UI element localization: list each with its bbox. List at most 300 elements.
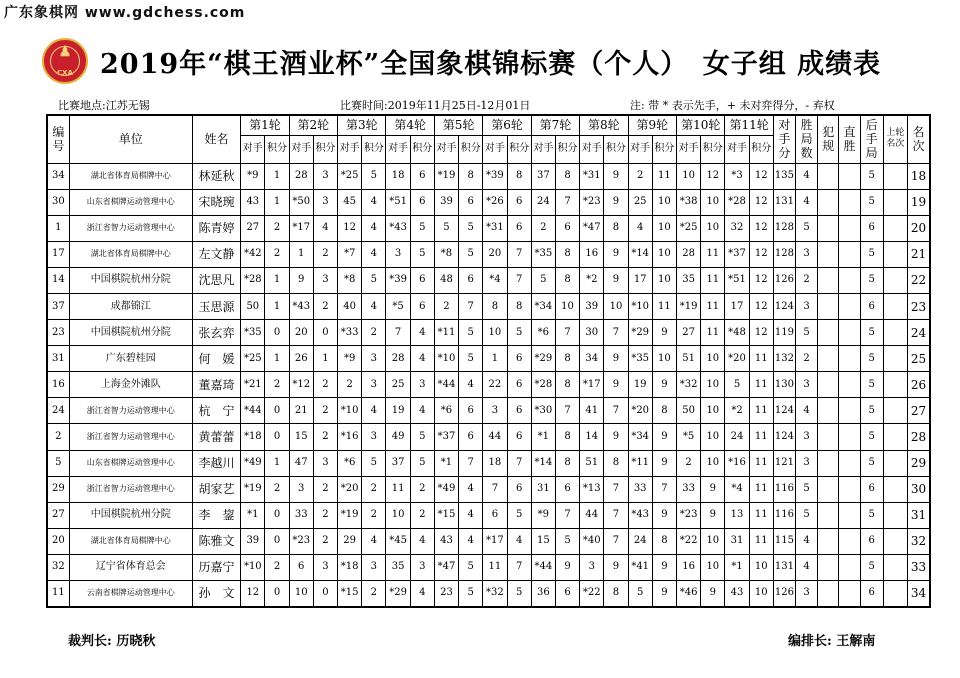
round-opponent: *35	[628, 346, 652, 372]
round-opponent: *14	[531, 450, 555, 476]
time-text: 比赛时间:2019年11月25日-12月01日	[340, 99, 531, 112]
round-opponent: 50	[677, 398, 701, 424]
round-opponent: *37	[725, 241, 749, 267]
foul-count	[818, 267, 839, 293]
black-games: 6	[860, 215, 883, 241]
header-opponent: 对手	[241, 135, 265, 163]
foul-count	[818, 528, 839, 554]
black-games: 5	[860, 267, 883, 293]
header-round-6: 第6轮	[483, 115, 531, 135]
round-points: 5	[507, 581, 531, 607]
prev-rank	[883, 581, 907, 607]
player-name: 董嘉琦	[192, 372, 240, 398]
round-opponent: 17	[725, 293, 749, 319]
round-points: 5	[507, 320, 531, 346]
round-points: 1	[265, 189, 289, 215]
results-table	[46, 114, 931, 608]
round-points: 12	[749, 215, 773, 241]
round-opponent: *10	[628, 293, 652, 319]
round-opponent: *19	[434, 163, 458, 189]
direct-win	[839, 293, 860, 319]
round-points: 7	[507, 267, 531, 293]
player-team: 中国棋院杭州分院	[69, 320, 192, 346]
round-points: 9	[652, 450, 676, 476]
round-points: 4	[410, 320, 434, 346]
round-opponent: 3	[386, 241, 410, 267]
round-opponent: 28	[289, 163, 313, 189]
header-no: 编号	[47, 115, 69, 163]
round-points: 2	[265, 372, 289, 398]
round-opponent: *39	[483, 163, 507, 189]
player-team: 成都锦江	[69, 293, 192, 319]
round-points: 10	[749, 554, 773, 580]
round-opponent: 31	[531, 476, 555, 502]
round-opponent: *22	[677, 528, 701, 554]
player-team: 浙江省智力运动管理中心	[69, 476, 192, 502]
direct-win	[839, 502, 860, 528]
round-opponent: 2	[677, 450, 701, 476]
round-points: 11	[749, 476, 773, 502]
header-points: 积分	[701, 135, 725, 163]
round-opponent: 43	[434, 528, 458, 554]
round-opponent: *18	[338, 554, 362, 580]
round-points: 12	[749, 320, 773, 346]
round-points: 0	[265, 320, 289, 346]
round-opponent: 11	[386, 476, 410, 502]
player-team: 浙江省智力运动管理中心	[69, 398, 192, 424]
direct-win	[839, 215, 860, 241]
round-opponent: *1	[531, 424, 555, 450]
round-points: 9	[604, 346, 628, 372]
round-points: 11	[701, 320, 725, 346]
player-team: 上海金外滩队	[69, 372, 192, 398]
round-opponent: *31	[580, 163, 604, 189]
round-points: 4	[410, 346, 434, 372]
round-points: 7	[604, 528, 628, 554]
player-number: 11	[47, 581, 69, 607]
round-points: 3	[313, 189, 337, 215]
round-points: 11	[701, 267, 725, 293]
player-name: 宋晓琬	[192, 189, 240, 215]
round-opponent: 22	[483, 372, 507, 398]
opponent-points: 131	[773, 189, 795, 215]
round-opponent: *35	[241, 320, 265, 346]
round-opponent: *29	[531, 346, 555, 372]
black-games: 5	[860, 320, 883, 346]
round-opponent: 24	[628, 528, 652, 554]
site-watermark: 广东象棋网 www.gdchess.com	[4, 5, 246, 21]
round-opponent: *40	[580, 528, 604, 554]
player-team: 湖北省体育局棋牌中心	[69, 241, 192, 267]
opponent-points: 121	[773, 450, 795, 476]
final-rank: 31	[907, 502, 930, 528]
round-opponent: *43	[386, 215, 410, 241]
header-opponent-points: 对手分	[773, 115, 795, 163]
round-opponent: *48	[725, 320, 749, 346]
round-opponent: *6	[434, 398, 458, 424]
round-points: 8	[507, 293, 531, 319]
round-points: 10	[652, 215, 676, 241]
header-round-9: 第9轮	[628, 115, 676, 135]
round-opponent: *17	[580, 372, 604, 398]
prev-rank	[883, 346, 907, 372]
round-points: 8	[604, 450, 628, 476]
round-points: 11	[749, 372, 773, 398]
header-opponent: 对手	[434, 135, 458, 163]
header-points: 积分	[459, 135, 483, 163]
round-points: 10	[701, 346, 725, 372]
round-opponent: *10	[241, 554, 265, 580]
final-rank: 33	[907, 554, 930, 580]
round-points: 11	[749, 502, 773, 528]
round-opponent: 12	[338, 215, 362, 241]
opponent-points: 116	[773, 502, 795, 528]
round-opponent: 3	[289, 476, 313, 502]
final-rank: 20	[907, 215, 930, 241]
round-opponent: *38	[677, 189, 701, 215]
round-opponent: *21	[241, 372, 265, 398]
referee-text: 裁判长: 历晓秋	[68, 634, 156, 649]
round-opponent: 32	[725, 215, 749, 241]
round-opponent: 35	[386, 554, 410, 580]
round-opponent: *25	[338, 163, 362, 189]
table-row	[47, 267, 930, 293]
round-opponent: *32	[483, 581, 507, 607]
round-opponent: *44	[531, 554, 555, 580]
round-opponent: *13	[580, 476, 604, 502]
round-points: 10	[701, 372, 725, 398]
round-opponent: 2	[628, 163, 652, 189]
round-points: 11	[749, 398, 773, 424]
round-opponent: *31	[483, 215, 507, 241]
round-opponent: *25	[677, 215, 701, 241]
round-opponent: *49	[241, 450, 265, 476]
round-points: 12	[749, 267, 773, 293]
table-row	[47, 554, 930, 580]
player-name: 陈青婷	[192, 215, 240, 241]
opponent-points: 119	[773, 320, 795, 346]
round-opponent: *45	[386, 528, 410, 554]
round-points: 5	[555, 528, 579, 554]
black-games: 5	[860, 241, 883, 267]
player-number: 27	[47, 502, 69, 528]
round-opponent: *4	[725, 476, 749, 502]
round-opponent: 21	[289, 398, 313, 424]
round-opponent: 6	[289, 554, 313, 580]
round-opponent: 37	[386, 450, 410, 476]
round-points: 9	[701, 581, 725, 607]
header-name: 姓名	[192, 115, 240, 163]
header-opponent: 对手	[483, 135, 507, 163]
final-rank: 28	[907, 424, 930, 450]
prev-rank	[883, 215, 907, 241]
round-points: 7	[604, 320, 628, 346]
wins-count: 3	[796, 372, 818, 398]
header-points: 积分	[362, 135, 386, 163]
wins-count: 4	[796, 189, 818, 215]
prev-rank	[883, 267, 907, 293]
round-points: 2	[313, 398, 337, 424]
round-points: 5	[410, 215, 434, 241]
round-opponent: *10	[434, 346, 458, 372]
opponent-points: 126	[773, 581, 795, 607]
round-opponent: *14	[628, 241, 652, 267]
prev-rank	[883, 241, 907, 267]
round-opponent: 50	[241, 293, 265, 319]
round-points: 6	[555, 215, 579, 241]
round-opponent: 23	[434, 581, 458, 607]
round-points: 4	[313, 215, 337, 241]
round-opponent: 30	[580, 320, 604, 346]
round-points: 2	[313, 528, 337, 554]
round-opponent: *28	[725, 189, 749, 215]
round-points: 5	[410, 241, 434, 267]
round-opponent: 1	[483, 346, 507, 372]
round-opponent: *12	[289, 372, 313, 398]
round-points: 4	[459, 502, 483, 528]
round-opponent: 40	[338, 293, 362, 319]
round-points: 8	[555, 241, 579, 267]
final-rank: 25	[907, 346, 930, 372]
player-number: 34	[47, 163, 69, 189]
round-points: 6	[507, 346, 531, 372]
prev-rank	[883, 502, 907, 528]
wins-count: 4	[796, 528, 818, 554]
round-opponent: 6	[483, 502, 507, 528]
header-points: 积分	[604, 135, 628, 163]
player-name: 左文静	[192, 241, 240, 267]
round-opponent: *35	[531, 241, 555, 267]
round-points: 4	[410, 398, 434, 424]
round-opponent: *23	[289, 528, 313, 554]
round-opponent: *22	[580, 581, 604, 607]
round-points: 6	[507, 372, 531, 398]
round-points: 4	[507, 528, 531, 554]
page-title: 2019年“棋王酒业杯”全国象棋锦标赛（个人） 女子组 成绩表	[100, 49, 882, 80]
round-opponent: 49	[386, 424, 410, 450]
round-points: 8	[555, 267, 579, 293]
player-team: 辽宁省体育总会	[69, 554, 192, 580]
foul-count	[818, 398, 839, 424]
round-points: 7	[555, 320, 579, 346]
table-row	[47, 293, 930, 319]
black-games: 5	[860, 450, 883, 476]
round-points: 1	[313, 346, 337, 372]
round-opponent: 1	[289, 241, 313, 267]
wins-count: 3	[796, 424, 818, 450]
round-points: 9	[701, 502, 725, 528]
wins-count: 5	[796, 215, 818, 241]
round-opponent: 5	[725, 372, 749, 398]
round-points: 3	[362, 424, 386, 450]
direct-win	[839, 189, 860, 215]
round-opponent: *29	[386, 581, 410, 607]
round-opponent: *3	[725, 163, 749, 189]
opponent-points: 124	[773, 424, 795, 450]
round-opponent: 43	[725, 581, 749, 607]
header-team: 单位	[69, 115, 192, 163]
round-opponent: *51	[386, 189, 410, 215]
opponent-points: 132	[773, 346, 795, 372]
final-rank: 18	[907, 163, 930, 189]
round-points: 0	[265, 581, 289, 607]
player-name: 历嘉宁	[192, 554, 240, 580]
player-number: 30	[47, 189, 69, 215]
round-opponent: 13	[725, 502, 749, 528]
round-opponent: 16	[580, 241, 604, 267]
direct-win	[839, 320, 860, 346]
table-row	[47, 398, 930, 424]
round-opponent: *15	[434, 502, 458, 528]
round-opponent: *8	[338, 267, 362, 293]
round-points: 7	[604, 502, 628, 528]
round-opponent: 27	[677, 320, 701, 346]
round-points: 11	[749, 450, 773, 476]
round-opponent: 15	[531, 528, 555, 554]
round-points: 8	[652, 528, 676, 554]
prev-rank	[883, 372, 907, 398]
round-points: 7	[507, 554, 531, 580]
round-points: 6	[507, 476, 531, 502]
note-text: 注: 带 * 表示先手，+ 未对弈得分，- 弃权	[630, 99, 835, 112]
player-team: 中国棋院杭州分院	[69, 502, 192, 528]
prev-rank	[883, 189, 907, 215]
player-team: 山东省棋牌运动管理中心	[69, 450, 192, 476]
round-points: 4	[410, 581, 434, 607]
player-number: 2	[47, 424, 69, 450]
black-games: 6	[860, 476, 883, 502]
round-opponent: 33	[289, 502, 313, 528]
wins-count: 4	[796, 554, 818, 580]
table-row	[47, 215, 930, 241]
prev-rank	[883, 398, 907, 424]
round-points: 10	[701, 450, 725, 476]
round-points: 8	[604, 215, 628, 241]
table-row	[47, 241, 930, 267]
round-points: 2	[362, 581, 386, 607]
round-opponent: 39	[580, 293, 604, 319]
round-points: 1	[265, 293, 289, 319]
round-opponent: *37	[434, 424, 458, 450]
round-points: 3	[410, 554, 434, 580]
round-points: 6	[410, 163, 434, 189]
round-opponent: *20	[725, 346, 749, 372]
table-row	[47, 581, 930, 607]
round-points: 12	[749, 293, 773, 319]
round-points: 8	[555, 163, 579, 189]
player-number: 31	[47, 346, 69, 372]
round-opponent: 43	[241, 189, 265, 215]
round-opponent: *4	[483, 267, 507, 293]
round-opponent: 5	[531, 267, 555, 293]
round-opponent: 51	[677, 346, 701, 372]
player-team: 中国棋院杭州分院	[69, 267, 192, 293]
round-points: 6	[410, 267, 434, 293]
round-opponent: 2	[434, 293, 458, 319]
header-opponent: 对手	[677, 135, 701, 163]
round-opponent: 39	[241, 528, 265, 554]
foul-count	[818, 163, 839, 189]
foul-count	[818, 293, 839, 319]
round-opponent: 18	[386, 163, 410, 189]
round-points: 10	[555, 293, 579, 319]
opponent-points: 115	[773, 528, 795, 554]
direct-win	[839, 398, 860, 424]
round-points: 4	[362, 215, 386, 241]
round-points: 7	[459, 450, 483, 476]
round-opponent: 7	[386, 320, 410, 346]
player-team: 湖北省体育局棋牌中心	[69, 528, 192, 554]
round-points: 9	[652, 581, 676, 607]
round-opponent: 2	[531, 215, 555, 241]
player-name: 沈思凡	[192, 267, 240, 293]
header-points: 积分	[555, 135, 579, 163]
player-name: 玉思源	[192, 293, 240, 319]
round-opponent: *20	[338, 476, 362, 502]
round-opponent: *5	[677, 424, 701, 450]
round-points: 12	[701, 163, 725, 189]
round-opponent: *2	[725, 398, 749, 424]
foul-count	[818, 189, 839, 215]
round-points: 5	[459, 554, 483, 580]
header-points: 积分	[749, 135, 773, 163]
round-opponent: *43	[289, 293, 313, 319]
player-number: 16	[47, 372, 69, 398]
final-rank: 21	[907, 241, 930, 267]
round-points: 2	[362, 502, 386, 528]
black-games: 5	[860, 346, 883, 372]
round-points: 2	[313, 241, 337, 267]
round-opponent: 26	[289, 346, 313, 372]
round-points: 8	[652, 398, 676, 424]
round-opponent: 28	[386, 346, 410, 372]
round-points: 7	[507, 241, 531, 267]
round-opponent: *25	[241, 346, 265, 372]
table-row	[47, 320, 930, 346]
wins-count: 3	[796, 241, 818, 267]
round-opponent: *1	[434, 450, 458, 476]
round-opponent: *5	[386, 293, 410, 319]
round-opponent: *47	[434, 554, 458, 580]
round-opponent: *33	[338, 320, 362, 346]
round-opponent: 19	[628, 372, 652, 398]
header-points: 积分	[410, 135, 434, 163]
direct-win	[839, 424, 860, 450]
prev-rank	[883, 554, 907, 580]
black-games: 6	[860, 293, 883, 319]
round-opponent: *9	[241, 163, 265, 189]
logo-text: CXA	[57, 69, 73, 77]
foul-count	[818, 476, 839, 502]
round-opponent: *23	[580, 189, 604, 215]
round-points: 12	[749, 241, 773, 267]
player-number: 29	[47, 476, 69, 502]
header-opponent: 对手	[580, 135, 604, 163]
round-points: 7	[507, 450, 531, 476]
player-team: 云南省棋牌运动管理中心	[69, 581, 192, 607]
round-opponent: *11	[434, 320, 458, 346]
round-points: 2	[362, 476, 386, 502]
table-row	[47, 346, 930, 372]
round-points: 8	[604, 581, 628, 607]
logo-chess-icon: ♟	[58, 44, 72, 60]
round-points: 4	[362, 293, 386, 319]
opponent-points: 126	[773, 267, 795, 293]
prev-rank	[883, 528, 907, 554]
round-points: 0	[265, 502, 289, 528]
round-opponent: 20	[289, 320, 313, 346]
round-opponent: *34	[628, 424, 652, 450]
